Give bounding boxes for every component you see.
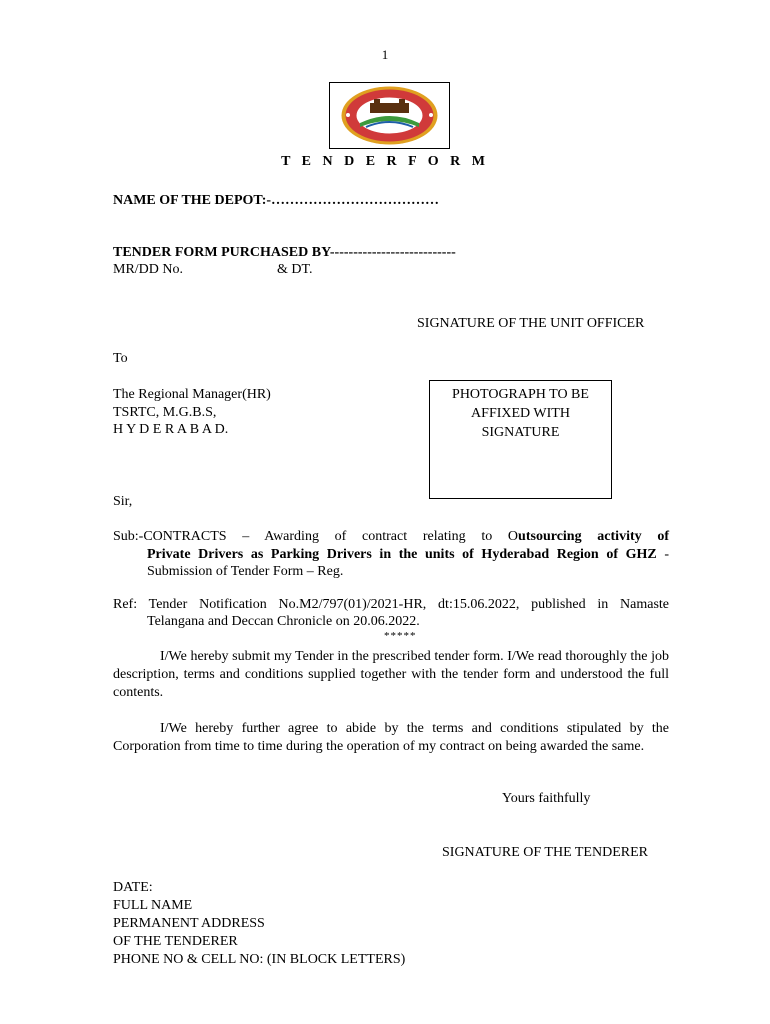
emblem-dot-right [429,113,433,117]
of-tenderer-label: OF THE TENDERER [113,934,238,949]
subject-prefix: Sub:-CONTRACTS – Awarding of contract relating to O [113,529,519,544]
photo-line-3: SIGNATURE [481,425,560,440]
address-line-3: H Y D E R A B A D. [113,422,229,437]
logo-frame [329,82,450,149]
tenderer-signature: SIGNATURE OF THE TENDERER [442,845,648,860]
form-title: T E N D E R F O R M [281,154,489,169]
separator-stars: ***** [384,630,417,642]
emblem-tower-left [374,99,380,105]
permanent-address-label: PERMANENT ADDRESS [113,916,265,931]
phone-label: PHONE NO & CELL NO: (IN BLOCK LETTERS) [113,952,406,967]
to-label: To [113,351,128,366]
subject-line-2-rest: - [656,547,669,562]
salutation: Sir, [113,494,133,509]
reference-line-2: Telangana and Deccan Chronicle on 20.06.2022. [147,614,420,629]
full-name-label: FULL NAME [113,898,193,913]
subject-bold-1: utsourcing activity of [518,529,669,544]
emblem-inner [357,98,423,134]
subject-bold-2: Private Drivers as Parking Drivers in the units of Hyderabad Region of GHZ [147,547,657,562]
dt-label: & DT. [277,262,313,277]
page-number: 1 [381,47,389,62]
reference-line-1: Ref: Tender Notification No.M2/797(01)/2021-HR, dt:15.06.2022, published in Namaste [113,597,669,612]
purchased-by-field: TENDER FORM PURCHASED BY--------------------------- [113,245,456,260]
paragraph-1: I/We hereby submit my Tender in the prescribed tender form. I/We read thoroughly the job description, terms and conditions supplied together with the tender form and understood the full contents. [113,649,669,700]
address-line-1: The Regional Manager(HR) [113,387,271,402]
closing: Yours faithfully [502,791,591,806]
subject-line-2 [147,546,669,564]
photograph-box [429,380,612,499]
photo-line-1: PHOTOGRAPH TO BE [452,387,589,402]
mrdd-label: MR/DD No. [113,262,184,277]
paragraph-2: I/We hereby further agree to abide by the terms and conditions stipulated by the Corporation from time to time during the operation of my contract on being awarded the same. [113,721,669,754]
depot-name-field: NAME OF THE DEPOT:-……………………………… [113,193,440,208]
emblem-dot-left [346,113,350,117]
emblem-tower-right [399,99,405,105]
mrdd-row [113,262,313,278]
unit-officer-signature: SIGNATURE OF THE UNIT OFFICER [417,316,645,331]
date-label: DATE: [113,880,153,895]
subject-line-3: Submission of Tender Form – Reg. [147,564,344,579]
photograph-box-text [430,385,611,442]
photo-line-2: AFFIXED WITH [471,406,570,421]
address-line-2: TSRTC, M.G.B.S, [113,405,217,420]
subject-line-1 [113,528,669,546]
tsrtc-emblem-icon [330,83,449,148]
